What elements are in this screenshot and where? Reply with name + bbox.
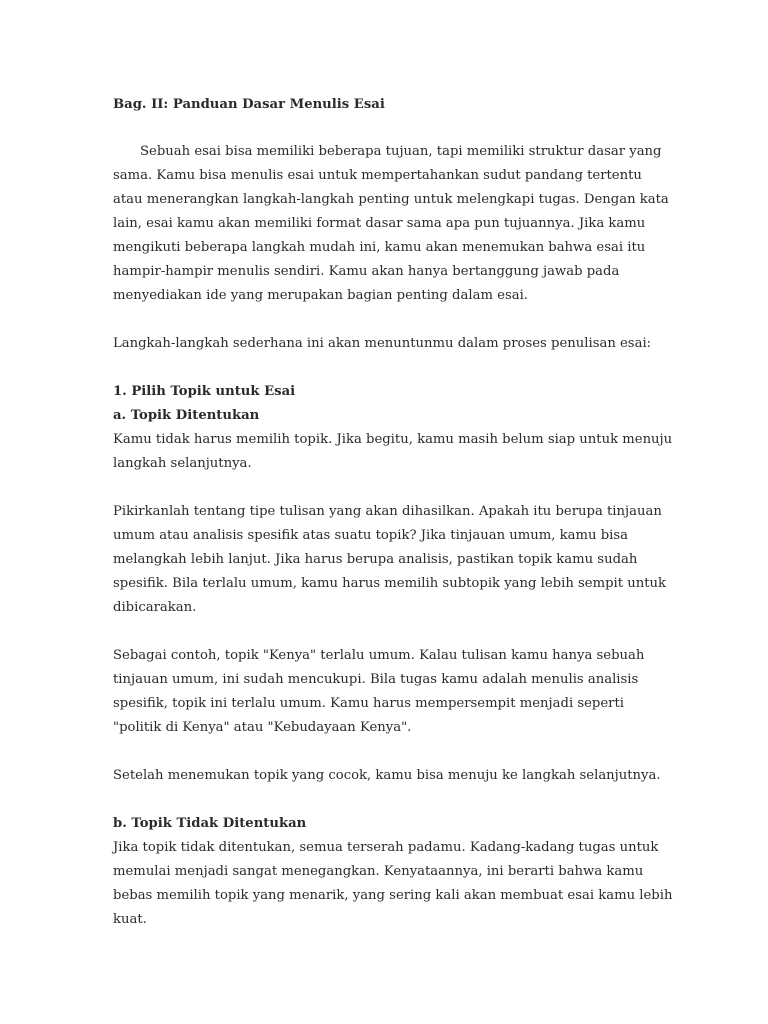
subsection-b-heading: b. Topik Tidak Ditentukan — [113, 816, 307, 831]
document-title: Bag. II: Panduan Dasar Menulis Esai — [113, 97, 385, 112]
subsection-a-paragraph-1: Kamu tidak harus memilih topik. Jika begitu, kamu masih belum siap untuk menuju langkah selanjutnya. — [113, 432, 673, 471]
document-page — [113, 93, 673, 932]
subsection-a-paragraph-2: Pikirkanlah tentang tipe tulisan yang akan dihasilkan. Apakah itu berupa tinjauan umum atau analisis spesifik atas suatu topik? Jika tinjauan umum, kamu bisa melangkah lebih lanjut. Jika harus berupa analisis, pastikan topik kamu sudah spesifik. Bila terlalu umum, kamu harus memilih subtopik yang lebih sempit untuk dibicarakan. — [113, 504, 667, 615]
subsection-a-heading: a. Topik Ditentukan — [113, 408, 260, 423]
steps-intro-paragraph: Langkah-langkah sederhana ini akan menuntunmu dalam proses penulisan esai: — [113, 336, 652, 351]
subsection-a-paragraph-3: Sebagai contoh, topik "Kenya" terlalu umum. Kalau tulisan kamu hanya sebuah tinjauan umum, ini sudah mencukupi. Bila tugas kamu adalah menulis analisis spesifik, topik ini terlalu umum. Kamu harus mempersempit menjadi seperti "politik di Kenya" atau "Kebudayaan Kenya". — [113, 648, 645, 735]
intro-paragraph: Sebuah esai bisa memiliki beberapa tujuan, tapi memiliki struktur dasar yang sama. Kamu bisa menulis esai untuk mempertahankan sudut pandang tertentu atau menerangkan langkah-langkah penting untuk melengkapi tugas. Dengan kata lain, esai kamu akan memiliki format dasar sama apa pun tujuannya. Jika kamu mengikuti beberapa langkah mudah ini, kamu akan menemukan bahwa esai itu hampir-hampir menulis sendiri. Kamu akan hanya bertanggung jawab pada menyediakan ide yang merupakan bagian penting dalam esai. — [113, 144, 669, 303]
subsection-a-paragraph-4: Setelah menemukan topik yang cocok, kamu bisa menuju ke langkah selanjutnya. — [113, 768, 661, 783]
section-1-heading: 1. Pilih Topik untuk Esai — [113, 384, 296, 399]
subsection-b-paragraph-1: Jika topik tidak ditentukan, semua terserah padamu. Kadang-kadang tugas untuk memulai menjadi sangat menegangkan. Kenyataannya, ini berarti bahwa kamu bebas memilih topik yang menarik, yang sering kali akan membuat esai kamu lebih kuat. — [113, 840, 673, 927]
